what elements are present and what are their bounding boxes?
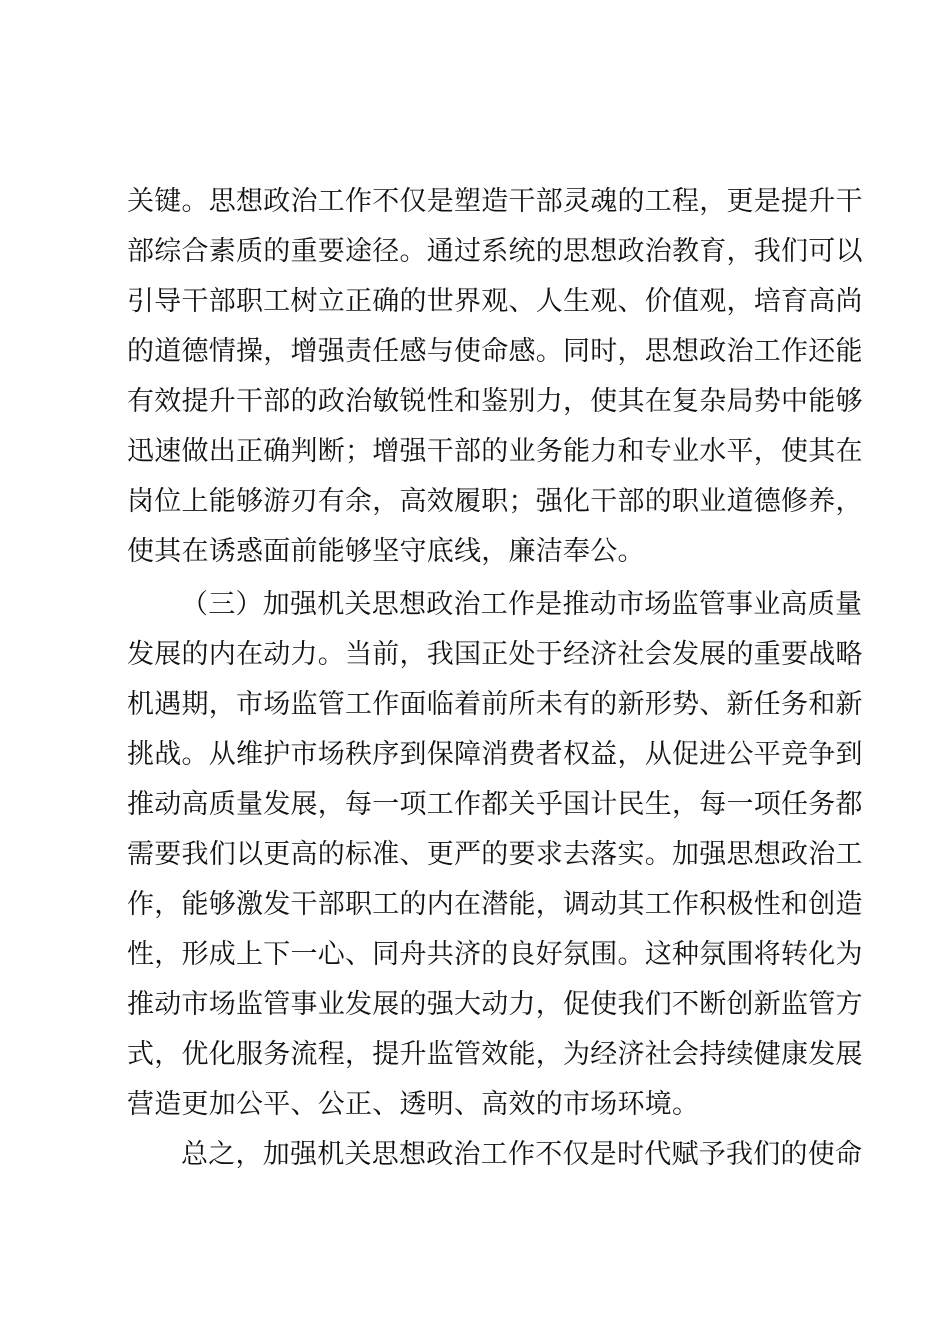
text-line-11: 机遇期，市场监管工作面临着前所未有的新形势、新任务和新 [127, 689, 863, 720]
paragraph-start-line-conclusion: 总之，加强机关思想政治工作不仅是时代赋予我们的使命 [181, 1139, 863, 1170]
text-line-14: 需要我们以更高的标准、更严的要求去落实。加强思想政治工 [127, 839, 863, 870]
text-line-6: 迅速做出正确判断；增强干部的业务能力和专业水平，使其在 [127, 436, 863, 467]
text-line-1: 关键。思想政治工作不仅是塑造干部灵魂的工程，更是提升干 [127, 186, 863, 217]
text-line-18: 式，优化服务流程，提升监管效能，为经济社会持续健康发展 [127, 1039, 863, 1070]
text-line-13: 推动高质量发展，每一项工作都关乎国计民生，每一项任务都 [127, 789, 863, 820]
text-line-5: 有效提升干部的政治敏锐性和鉴别力，使其在复杂局势中能够 [127, 386, 863, 417]
text-line-10: 发展的内在动力。当前，我国正处于经济社会发展的重要战略 [127, 639, 863, 670]
text-line-16: 性，形成上下一心、同舟共济的良好氛围。这种氛围将转化为 [127, 939, 863, 970]
text-line-2: 部综合素质的重要途径。通过系统的思想政治教育，我们可以 [127, 236, 863, 267]
paragraph-start-line: （三）加强机关思想政治工作是推动市场监管事业高质量 [181, 589, 863, 620]
text-line-8: 使其在诱惑面前能够坚守底线，廉洁奉公。 [127, 536, 645, 567]
text-line-17: 推动市场监管事业发展的强大动力，促使我们不断创新监管方 [127, 989, 863, 1020]
text-line-12: 挑战。从维护市场秩序到保障消费者权益，从促进公平竞争到 [127, 739, 863, 770]
text-line-19: 营造更加公平、公正、透明、高效的市场环境。 [127, 1089, 700, 1120]
text-line-7: 岗位上能够游刃有余，高效履职；强化干部的职业道德修养， [127, 486, 863, 517]
text-line-4: 的道德情操，增强责任感与使命感。同时，思想政治工作还能 [127, 336, 863, 367]
text-line-15: 作，能够激发干部职工的内在潜能，调动其工作积极性和创造 [127, 889, 863, 920]
text-line-3: 引导干部职工树立正确的世界观、人生观、价值观，培育高尚 [127, 286, 863, 317]
